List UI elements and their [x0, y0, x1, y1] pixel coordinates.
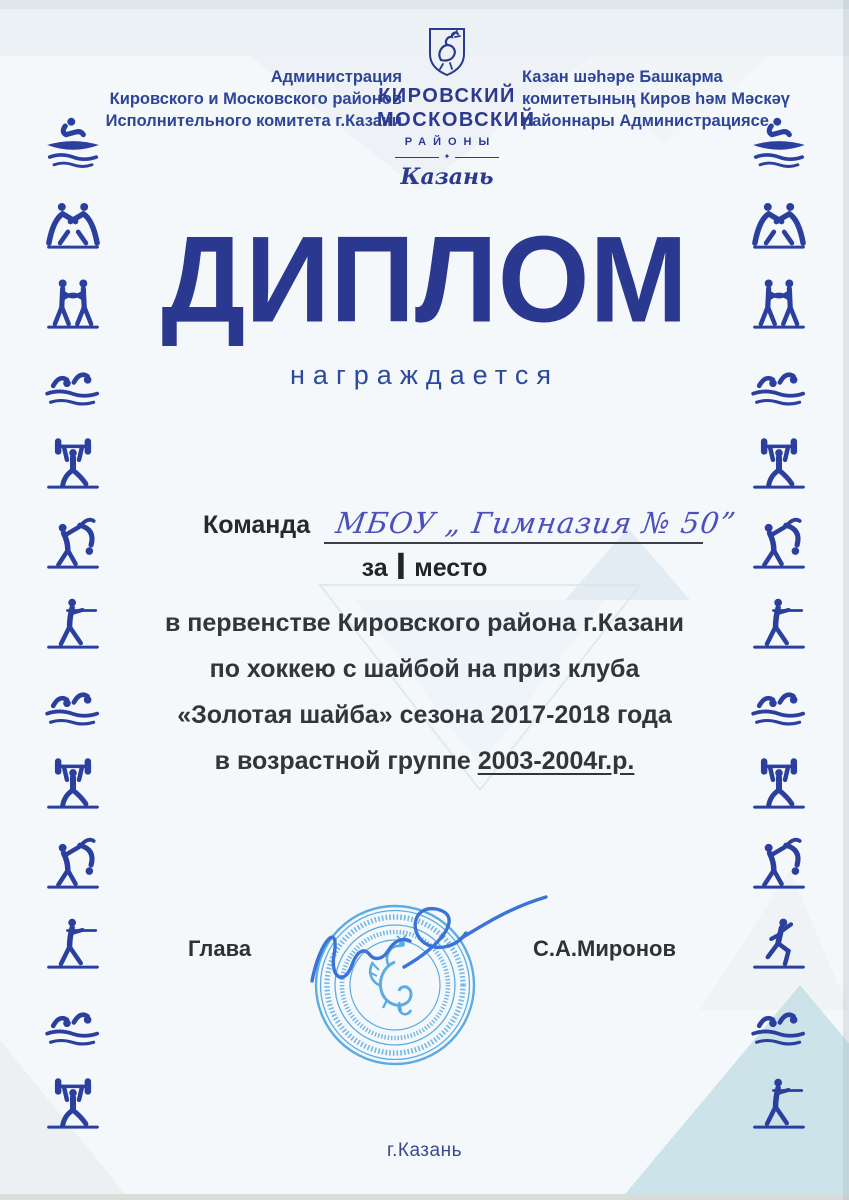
org-line: Исполнительного комитета г.Казани	[105, 112, 402, 130]
org-line: Казан шәһәре Башкарма	[522, 68, 723, 86]
district-emblem	[377, 26, 536, 190]
pair-icon	[733, 272, 825, 338]
place-prefix: за	[361, 554, 388, 582]
place-suffix: место	[414, 554, 488, 582]
weightlifting-icon	[733, 432, 825, 498]
swimming-icon	[733, 352, 825, 418]
diploma-subtitle: награждается	[290, 360, 559, 390]
weightlifting-icon	[27, 752, 119, 818]
team-label: Команда	[203, 511, 311, 539]
place-numeral: I	[395, 546, 407, 588]
swimming-icon	[27, 992, 119, 1058]
emblem-districts-word: РАЙОНЫ	[404, 136, 497, 148]
wrestling-icon	[733, 192, 825, 258]
right-icon-column	[733, 112, 825, 1138]
org-line: Кировского и Московского районов	[109, 90, 402, 108]
emblem-city-script: Казань	[400, 164, 494, 190]
team-name-underline	[324, 498, 739, 544]
judo-icon	[733, 832, 825, 898]
judo-icon	[733, 512, 825, 578]
signer-title: Глава	[188, 936, 252, 961]
judo-icon	[27, 512, 119, 578]
org-name-russian	[90, 66, 402, 132]
wrestling-icon	[27, 192, 119, 258]
weightlifting-icon	[27, 432, 119, 498]
pair-icon	[27, 272, 119, 338]
canoe-icon	[733, 112, 825, 178]
swimming-icon	[733, 672, 825, 738]
footer-city: г.Казань	[387, 1140, 462, 1161]
signer-name: С.А.Миронов	[533, 936, 676, 961]
swimming-icon	[733, 992, 825, 1058]
org-line: комитетының Киров һәм Мәскәү	[522, 90, 790, 108]
award-line: в первенстве Кировского района г.Казани	[164, 609, 685, 637]
swimming-icon	[27, 672, 119, 738]
org-line: районнары Администрациясе	[522, 112, 769, 130]
team-name-handwritten: МБОУ „ Гимназия № 50”	[333, 506, 739, 540]
swimming-icon	[27, 352, 119, 418]
award-age-line	[0, 738, 849, 784]
shooting-icon	[733, 1072, 825, 1138]
shooting-icon	[733, 592, 825, 658]
shooting-icon	[27, 912, 119, 978]
weightlifting-icon	[27, 1072, 119, 1138]
award-description	[0, 600, 849, 784]
weightlifting-icon	[733, 752, 825, 818]
runner-icon	[733, 912, 825, 978]
judo-icon	[27, 832, 119, 898]
award-line: «Золотая шайба» сезона 2017-2018 года	[177, 701, 672, 729]
award-line: по хоккею с шайбой на приз клуба	[209, 655, 640, 683]
zilant-coat-of-arms-icon	[426, 26, 468, 78]
org-line: Администрация	[270, 68, 402, 86]
age-prefix: в возрастной группе	[214, 747, 471, 775]
canoe-icon	[27, 112, 119, 178]
shooting-icon	[27, 592, 119, 658]
place-line	[0, 546, 849, 589]
left-icon-column	[27, 112, 119, 1138]
handwritten-signature	[298, 893, 553, 1018]
team-line	[203, 498, 739, 544]
emblem-district-2: МОСКОВСКИЙ	[377, 109, 536, 131]
diploma-title: ДИПЛОМ	[161, 211, 688, 349]
emblem-divider: ✦	[395, 153, 499, 161]
emblem-district-1: КИРОВСКИЙ	[378, 85, 516, 107]
age-group-value: 2003-2004г.р.	[477, 747, 635, 775]
